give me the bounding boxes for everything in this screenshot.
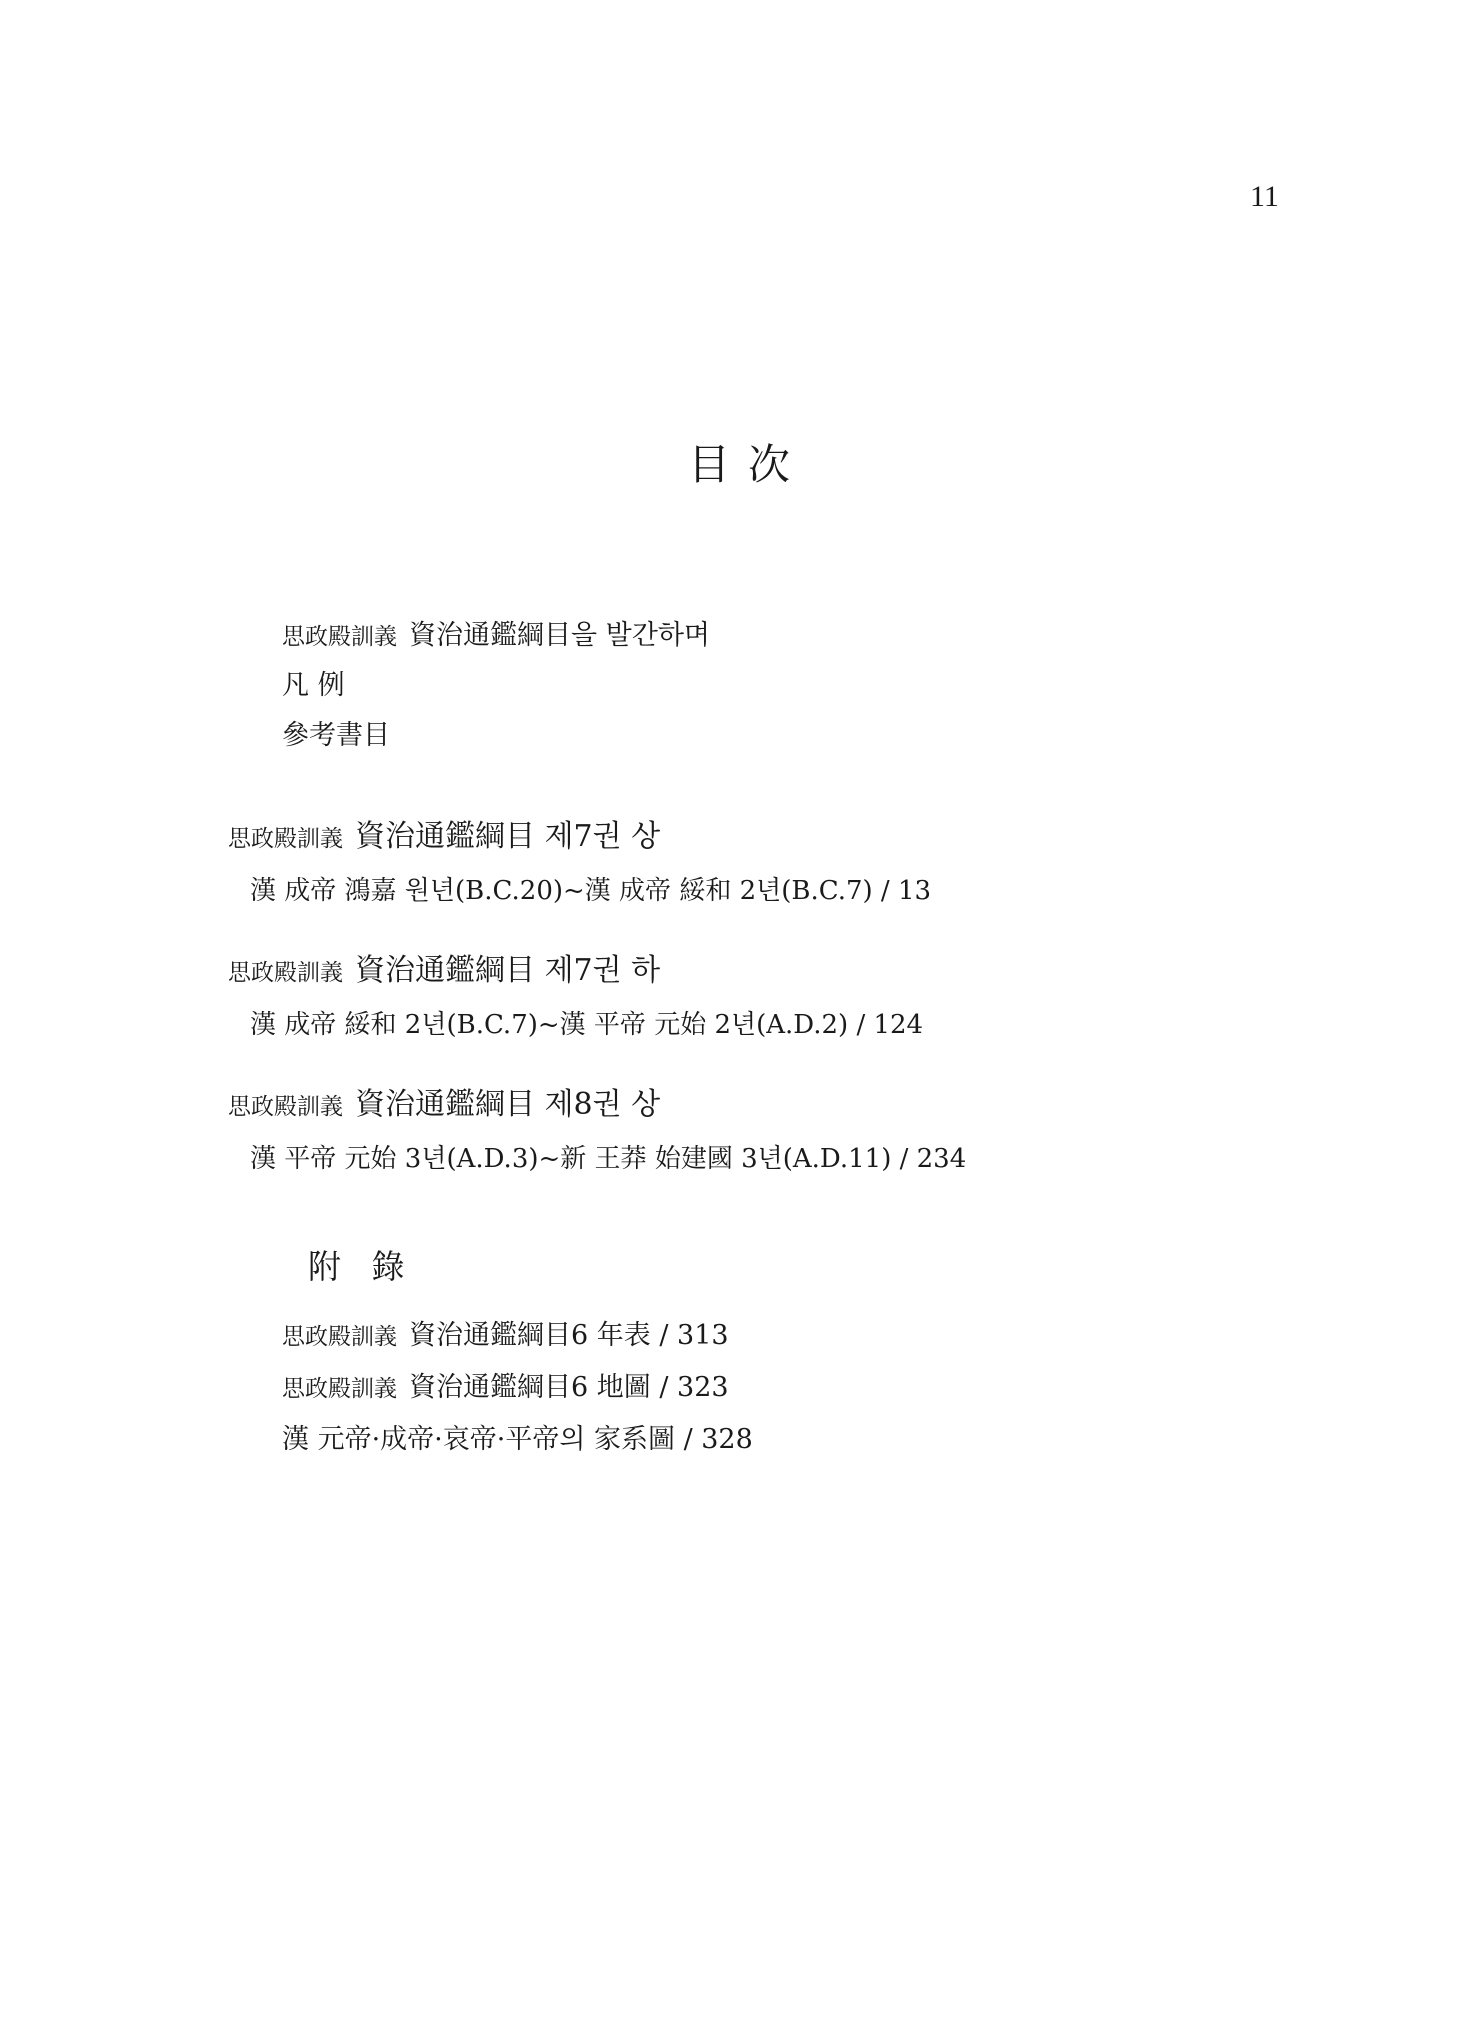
toc-section-title: 資治通鑑綱目 제7권 하	[355, 953, 661, 988]
appendix-entry-label: 資治通鑑綱目6 年表 / 313	[409, 1320, 729, 1351]
appendix-entry-label: 漢 元帝·成帝·哀帝·平帝의 家系圖 / 328	[282, 1424, 753, 1455]
page-number: 11	[1250, 180, 1279, 213]
toc-entry-prefix: 思政殿訓義	[282, 624, 397, 650]
toc-section-prefix: 思政殿訓義	[228, 960, 343, 986]
toc-entry-label: 參考書目	[282, 720, 390, 751]
toc-section-range[interactable]: 漢 平帝 元始 3년(A.D.3)~新 王莽 始建國 3년(A.D.11) / 234	[250, 1144, 967, 1174]
toc-section-title: 資治通鑑綱目 제7권 상	[355, 819, 661, 854]
page-title: 目次	[687, 440, 808, 489]
toc-section-title: 資治通鑑綱目 제8권 상	[355, 1087, 661, 1122]
toc-entry-label: 資治通鑑綱目을 발간하며	[409, 620, 710, 651]
toc-section-range[interactable]: 漢 成帝 綏和 2년(B.C.7)~漢 平帝 元始 2년(A.D.2) / 124	[250, 1010, 924, 1040]
toc-entry-foreword[interactable]	[282, 622, 710, 649]
toc-entry-notes[interactable]	[282, 672, 345, 699]
toc-section-prefix: 思政殿訓義	[228, 1094, 343, 1120]
toc-section-heading[interactable]	[228, 1087, 661, 1122]
toc-entry-references[interactable]	[282, 722, 390, 749]
appendix-heading: 附 錄	[308, 1247, 415, 1286]
appendix-entry-label: 資治通鑑綱目6 地圖 / 323	[409, 1372, 729, 1403]
appendix-entry-prefix: 思政殿訓義	[282, 1376, 397, 1402]
toc-section-heading[interactable]	[228, 819, 661, 854]
toc-section-prefix: 思政殿訓義	[228, 826, 343, 852]
toc-section-range[interactable]: 漢 成帝 鴻嘉 원년(B.C.20)~漢 成帝 綏和 2년(B.C.7) / 13	[250, 876, 932, 906]
appendix-entry-chronology[interactable]	[282, 1322, 729, 1349]
appendix-entry-genealogy[interactable]	[282, 1426, 753, 1453]
toc-section-heading[interactable]	[228, 953, 661, 988]
appendix-entry-prefix: 思政殿訓義	[282, 1324, 397, 1350]
toc-entry-label: 凡 例	[282, 670, 345, 701]
appendix-entry-maps[interactable]	[282, 1374, 729, 1401]
